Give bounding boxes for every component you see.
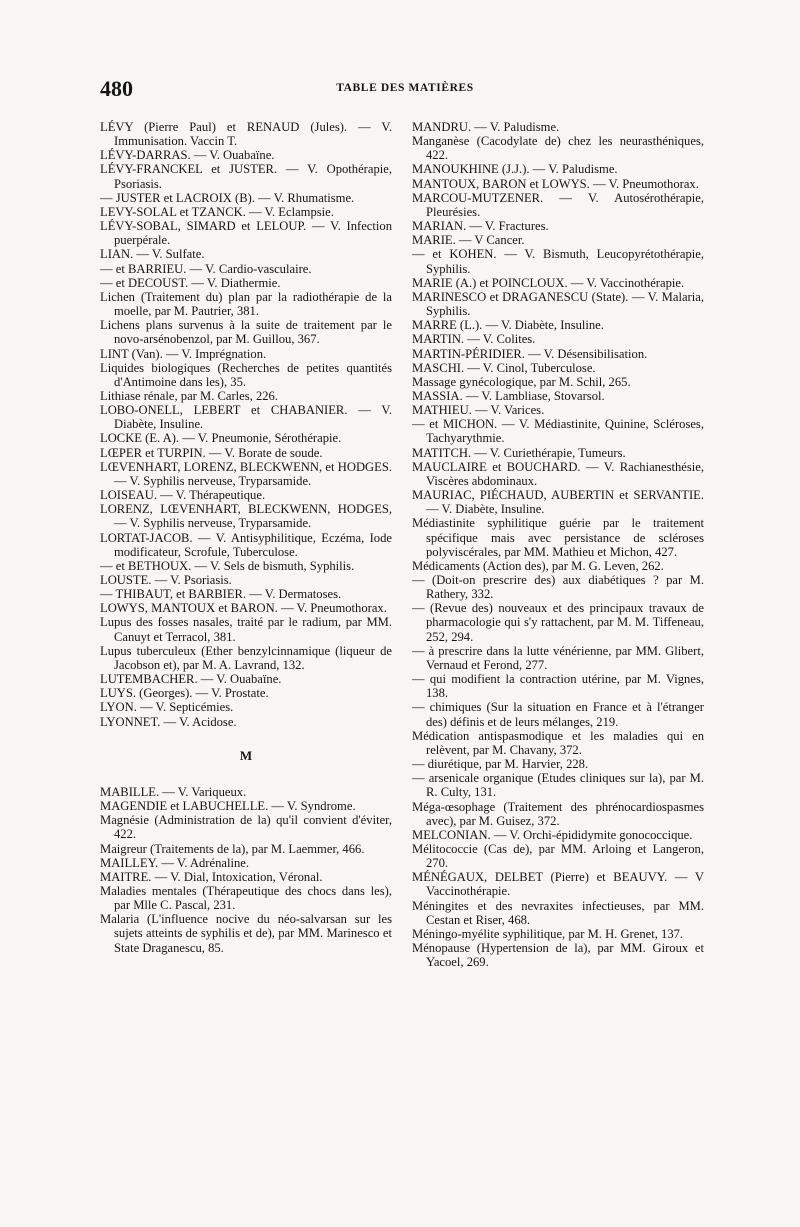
index-entry: Liquides biologiques (Recherches de petites quantités d'Antimoine dans les), 35. xyxy=(100,360,392,389)
index-entry: MELCONIAN. — V. Orchi-épididymite gonococcique. xyxy=(412,827,693,842)
index-entry: LŒPER et TURPIN. — V. Borate de soude. xyxy=(100,445,323,460)
index-entry: MANTOUX, BARON et LOWYS. — V. Pneumothorax. xyxy=(412,176,699,191)
index-entries-m xyxy=(100,785,392,955)
running-title: TABLE DES MATIÈRES xyxy=(336,82,474,94)
index-entry: MASCHI. — V. Cinol, Tuberculose. xyxy=(412,360,596,375)
index-entry: MARINESCO et DRAGANESCU (State). — V. Malaria, Syphilis. xyxy=(412,289,704,319)
index-entry: MAURIAC, PIÉCHAUD, AUBERTIN et SERVANTIE. — V. Diabète, Insuline. xyxy=(412,488,704,517)
index-entry: Méningites et des nevraxites infectieuses, par MM. Cestan et Riser, 468. xyxy=(412,898,704,927)
page-header xyxy=(100,76,710,100)
index-entry: — et BARRIEU. — V. Cardio-vasculaire. xyxy=(100,261,312,276)
index-entry: MANOUKHINE (J.J.). — V. Paludisme. xyxy=(412,162,618,177)
index-entry: LYONNET. — V. Acidose. xyxy=(100,714,237,729)
index-entry: LORTAT-JACOB. — V. Antisyphilitique, Eczéma, Iode modificateur, Scrofule, Tuberculose. xyxy=(100,530,392,559)
index-entry: MARTIN-PÉRIDIER. — V. Désensibilisation. xyxy=(412,346,648,361)
index-entry: MASSIA. — V. Lambliase, Stovarsol. xyxy=(412,388,605,403)
index-entry: MARTIN. — V. Colites. xyxy=(412,332,536,347)
index-entry: Manganèse (Cacodylate de) chez les neurasthéniques, 422. xyxy=(412,134,704,163)
index-entry: — et BETHOUX. — V. Sels de bismuth, Syphilis. xyxy=(100,558,355,573)
index-entry: Médication antispasmodique et les maladies qui en relèvent, par M. Chavany, 372. xyxy=(412,728,704,757)
index-entry: LIAN. — V. Sulfate. xyxy=(100,247,205,262)
index-entry: LINT (Van). — V. Imprégnation. xyxy=(100,346,267,361)
index-entry: MARIE (A.) et POINCLOUX. — V. Vaccinothérapie. xyxy=(412,275,685,290)
index-entry: MANDRU. — V. Paludisme. xyxy=(412,120,560,134)
index-entry: — (Revue des) nouveaux et des principaux travaux de pharmacologie qui s'y rattachent, par M. M. Tiffeneau, 252, 294. xyxy=(412,601,704,644)
index-entry: Maladies mentales (Thérapeutique des chocs dans les), par Mlle C. Pascal, 231. xyxy=(100,883,392,913)
index-entry: Magnésie (Administration de la) qu'il convient d'éviter, 422. xyxy=(100,813,392,842)
index-entry: Lithiase rénale, par M. Carles, 226. xyxy=(100,388,279,403)
index-entry: MARCOU-MUTZENER. — V. Autosérothérapie, Pleurésies. xyxy=(412,190,704,219)
index-entry: MAITRE. — V. Dial, Intoxication, Véronal. xyxy=(100,869,323,884)
index-entry: Mélitococcie (Cas de), par MM. Arloing et Langeron, 270. xyxy=(412,841,704,871)
index-entry: — chimiques (Sur la situation en France et à l'étranger des) définis et de leurs mélanges, 219. xyxy=(412,700,704,729)
index-entry: LÉVY-SOBAL, SIMARD et LELOUP. — V. Infection puerpérale. xyxy=(100,219,392,248)
index-entries-m-continued xyxy=(412,120,704,969)
section-heading-m: M xyxy=(239,747,253,763)
index-entry: LUTEMBACHER. — V. Ouabaïne. xyxy=(100,672,282,687)
index-entry: — THIBAUT, et BARBIER. — V. Dermatoses. xyxy=(100,587,342,602)
index-entry: MAILLEY. — V. Adrénaline. xyxy=(100,855,250,870)
index-entry: — et KOHEN. — V. Bismuth, Leucopyrétothérapie, Syphilis. xyxy=(412,247,704,276)
index-entry: Massage gynécologique, par M. Schil, 265. xyxy=(412,374,631,389)
index-entry: Lichen (Traitement du) plan par la radiothérapie de la moelle, par M. Pautrier, 381. xyxy=(100,289,392,319)
index-entry: MARIE. — V Cancer. xyxy=(412,233,525,248)
index-entry: LOISEAU. — V. Thérapeutique. xyxy=(100,488,266,503)
index-entry: — JUSTER et LACROIX (B). — V. Rhumatisme. xyxy=(100,190,355,205)
index-entry: — à prescrire dans la lutte vénérienne, par MM. Glibert, Vernaud et Ferond, 277. xyxy=(412,643,704,672)
index-entry: — qui modifient la contraction utérine, par M. Vignes, 138. xyxy=(412,672,704,701)
index-entry: LOBO-ONELL, LEBERT et CHABANIER. — V. Diabète, Insuline. xyxy=(100,403,392,432)
index-entry: — arsenicale organique (Etudes cliniques sur la), par M. R. Culty, 131. xyxy=(412,771,704,800)
index-entry: Méningo-myélite syphilitique, par M. H. Grenet, 137. xyxy=(412,926,684,941)
index-entry: Lupus tuberculeux (Ether benzylcinnamique (liqueur de Jacobson et), par M. A. Lavrand, 132. xyxy=(100,643,392,672)
index-entry: — et DECOUST. — V. Diathermie. xyxy=(100,275,281,290)
index-entry: Malaria (L'influence nocive du néo-salvarsan sur les sujets atteints de syphilis et de), par MM. Marinesco et State Draganescu, 85. xyxy=(100,912,392,955)
index-entry: Maigreur (Traitements de la), par M. Laemmer, 466. xyxy=(100,841,365,856)
index-entry: Lichens plans survenus à la suite de traitement par le novo-arsénobenzol, par M. Guillou, 367. xyxy=(100,318,392,347)
index-entry: LYON. — V. Septicémies. xyxy=(100,700,234,715)
index-entry: LORENZ, LŒVENHART, BLECKWENN, HODGES, — V. Syphilis nerveuse, Tryparsamide. xyxy=(100,502,392,531)
left-column xyxy=(100,120,392,955)
index-entry: Médiastinite syphilitique guérie par le traitement spécifique mais avec persistance de scléroses polyviscérales, par MM. Mathieu et Michon, 427. xyxy=(412,516,704,559)
index-entry: LÉVY-FRANCKEL et JUSTER. — V. Opothérapie, Psoriasis. xyxy=(100,162,392,191)
index-entry: — (Doit-on prescrire des) aux diabétiques ? par M. Rathery, 332. xyxy=(412,573,704,602)
index-entry: MÉNÉGAUX, DELBET (Pierre) et BEAUVY. — V Vaccinothérapie. xyxy=(412,870,704,899)
index-entry: MARRE (L.). — V. Diabète, Insuline. xyxy=(412,318,604,333)
index-entry: LOWYS, MANTOUX et BARON. — V. Pneumothorax. xyxy=(100,601,387,616)
index-entry: LOCKE (E. A). — V. Pneumonie, Sérothérapie. xyxy=(100,431,342,446)
index-entry: — et MICHON. — V. Médiastinite, Quinine, Scléroses, Tachyarythmie. xyxy=(412,417,704,446)
index-entry: LÉVY-DARRAS. — V. Ouabaïne. xyxy=(100,148,275,163)
index-entry: LUYS. (Georges). — V. Prostate. xyxy=(100,686,269,701)
index-entry: LŒVENHART, LORENZ, BLECKWENN, et HODGES. — V. Syphilis nerveuse, Tryparsamide. xyxy=(100,459,392,488)
index-entry: Lupus des fosses nasales, traité par le radium, par MM. Canuyt et Terracol, 381. xyxy=(100,615,392,644)
page-number: 480 xyxy=(100,76,133,101)
index-entry: MARIAN. — V. Fractures. xyxy=(412,219,549,234)
index-entry: Médicaments (Action des), par M. G. Leven, 262. xyxy=(412,558,664,573)
index-entry: MAGENDIE et LABUCHELLE. — V. Syndrome. xyxy=(100,799,356,814)
index-entry: LÉVY (Pierre Paul) et RENAUD (Jules). — V. Immunisation. Vaccin T. xyxy=(100,120,392,149)
index-entry: MATITCH. — V. Curiethérapie, Tumeurs. xyxy=(412,445,626,460)
index-entry: MAUCLAIRE et BOUCHARD. — V. Rachianesthésie, Viscères abdominaux. xyxy=(412,459,704,488)
index-entry: MATHIEU. — V. Varices. xyxy=(412,403,545,418)
index-entries-l xyxy=(100,120,392,729)
index-entry: Ménopause (Hypertension de la), par MM. Giroux et Yacoel, 269. xyxy=(412,941,704,970)
index-entry: — diurétique, par M. Harvier, 228. xyxy=(412,757,589,772)
right-column xyxy=(412,120,704,969)
index-entry: LOUSTE. — V. Psoriasis. xyxy=(100,573,232,587)
index-entry: LEVY-SOLAL et TZANCK. — V. Eclampsie. xyxy=(100,204,334,219)
index-entry: Méga-œsophage (Traitement des phrénocardiospasmes avec), par M. Guisez, 372. xyxy=(412,799,704,828)
index-entry: MABILLE. — V. Variqueux. xyxy=(100,784,247,799)
